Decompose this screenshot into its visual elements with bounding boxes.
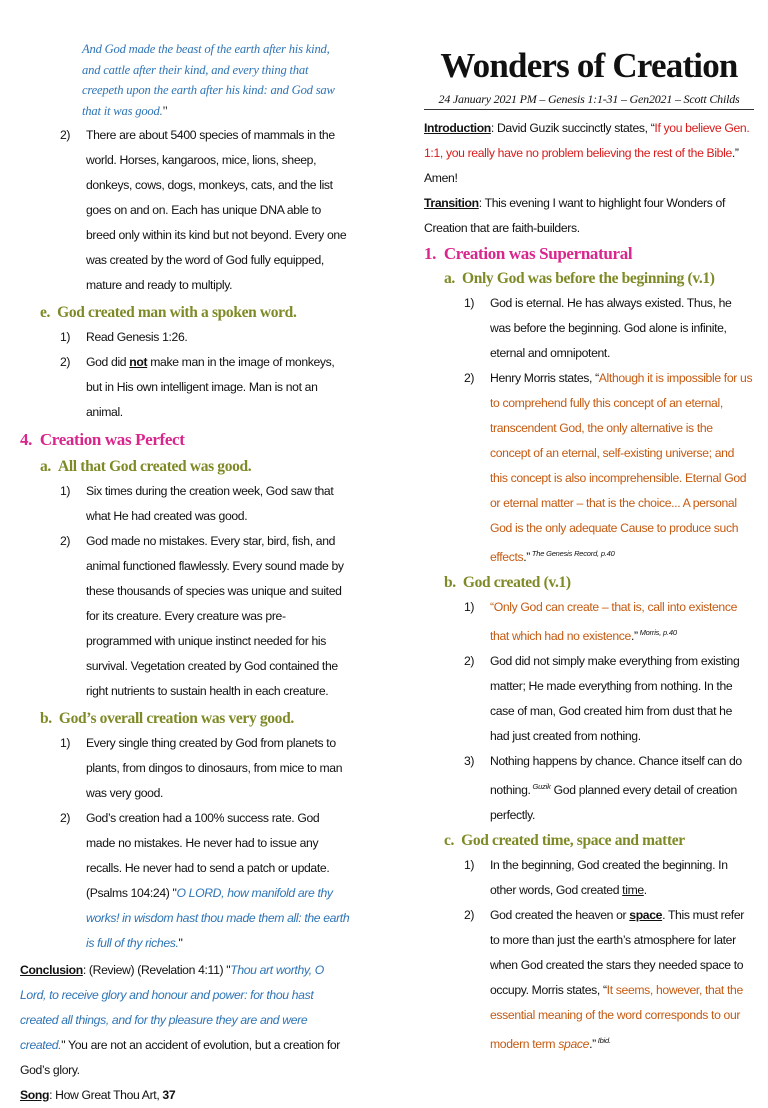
subheading-b: b. God’s overall creation was very good.: [40, 710, 294, 727]
list-item: 2) God’s creation had a 100% success rate. God made no mistakes. He never had to issue any recalls. He never had to send a patch or update. (Psalms 104:24) "O LORD, how manifold are thy works! in wisdom hast thou made them all: the earth is full of thy riches.": [60, 811, 350, 950]
list-item: 2) God made no mistakes. Every star, bird, fish, and animal functioned flawlessly. Every sound made by these thousands of species was unique and suited for its creature. Every creature was pre-programmed with unique instinct needed for his survival. Vegetation created by God contained the right nutrients to sustain health in each creature.: [60, 534, 344, 698]
list-item: 2) Henry Morris states, “Although it is impossible for us to comprehend fully this concept of an eternal, transcendent God, the only alternative is the concept of an eternal, self-existing universe; and this concept is also incomprehensible. Eternal God or eternal matter – that is the choice... A personal God is the only adequate Cause to produce such effects.” $^{The Genesis Record, p.40}$: [464, 371, 753, 564]
list-item: 2) God did not make man in the image of monkeys, but in His own intelligent image. Man is not an animal.: [60, 355, 335, 419]
right-column: [424, 0, 754, 1057]
song: Song: How Great Thou Art, 37: [20, 1088, 176, 1102]
list-item: 1) God is eternal. He has always existed. Thus, he was before the beginning. God alone is infinite, eternal and omnipotent.: [464, 296, 732, 360]
section-heading-4: 4. Creation was Perfect: [20, 430, 185, 449]
verse-genesis-1-25: And God made the beast of the earth after his kind, and cattle after their kind, and every thing that creepeth upon the earth after his kind: and God saw that it was good.": [82, 42, 335, 118]
page-subtitle: 24 January 2021 PM – Genesis 1:1-31 – Gen2021 – Scott Childs: [424, 88, 754, 110]
subheading-c: c. God created time, space and matter: [444, 832, 685, 849]
list-item: 2) There are about 5400 species of mammals in the world. Horses, kangaroos, mice, lions, sheep, donkeys, cows, dogs, monkeys, cats, and the list goes on and on. Each has unique DNA able to breed only within its kind but not beyond. Every one was created by the word of God fully equipped, mature and ready to multiply.: [60, 128, 347, 292]
list-item: 2) God created the heaven or space. This must refer to more than just the earth’s atmosphere for later when God created the stars they needed space to occupy. Morris states, “It seems, however, that the essential meaning of the word corresponds to our modern term space.” $^{Ibid.}$: [464, 908, 744, 1051]
list-item: 1) In the beginning, God created the beginning. In other words, God created time.: [464, 858, 728, 897]
left-column: [20, 0, 350, 1108]
section-heading-1: 1. Creation was Supernatural: [424, 244, 633, 263]
list-item: 1) Read Genesis 1:26.: [60, 330, 188, 344]
list-item: 1) Six times during the creation week, God saw that what He had created was good.: [60, 484, 334, 523]
list-item: 1) Every single thing created by God from planets to plants, from dingos to dinosaurs, from mice to man was very good.: [60, 736, 343, 800]
introduction: Introduction: David Guzik succinctly states, “If you believe Gen. 1:1, you really have no problem believing the rest of the Bible.” Amen!: [424, 121, 750, 185]
list-item: 1) “Only God can create – that is, call into existence that which had no existence.” $^{Morris, p.40}$: [464, 600, 738, 643]
subheading-e: e. God created man with a spoken word.: [40, 304, 297, 321]
list-item: 2) God did not simply make everything from existing matter; He made everything from nothing. In the case of man, God created him from dust that he had just created from nothing.: [464, 654, 740, 743]
page-title: Wonders of Creation: [440, 46, 738, 85]
subheading-a: a. Only God was before the beginning (v.1): [444, 270, 715, 287]
subheading-b: b. God created (v.1): [444, 574, 571, 591]
list-item: 3) Nothing happens by chance. Chance itself can do nothing. $^{Guzik}$ God planned every detail of creation perfectly.: [464, 754, 742, 822]
conclusion: Conclusion: (Review) (Revelation 4:11) "Thou art worthy, O Lord, to receive glory and honour and power: for thou hast created all things, and for thy pleasure they are and were created." You are not an accident of evolution, but a creation for God’s glory.: [20, 963, 341, 1077]
subheading-a: a. All that God created was good.: [40, 458, 252, 475]
transition: Transition: This evening I want to highlight four Wonders of Creation that are faith-builders.: [424, 196, 726, 235]
